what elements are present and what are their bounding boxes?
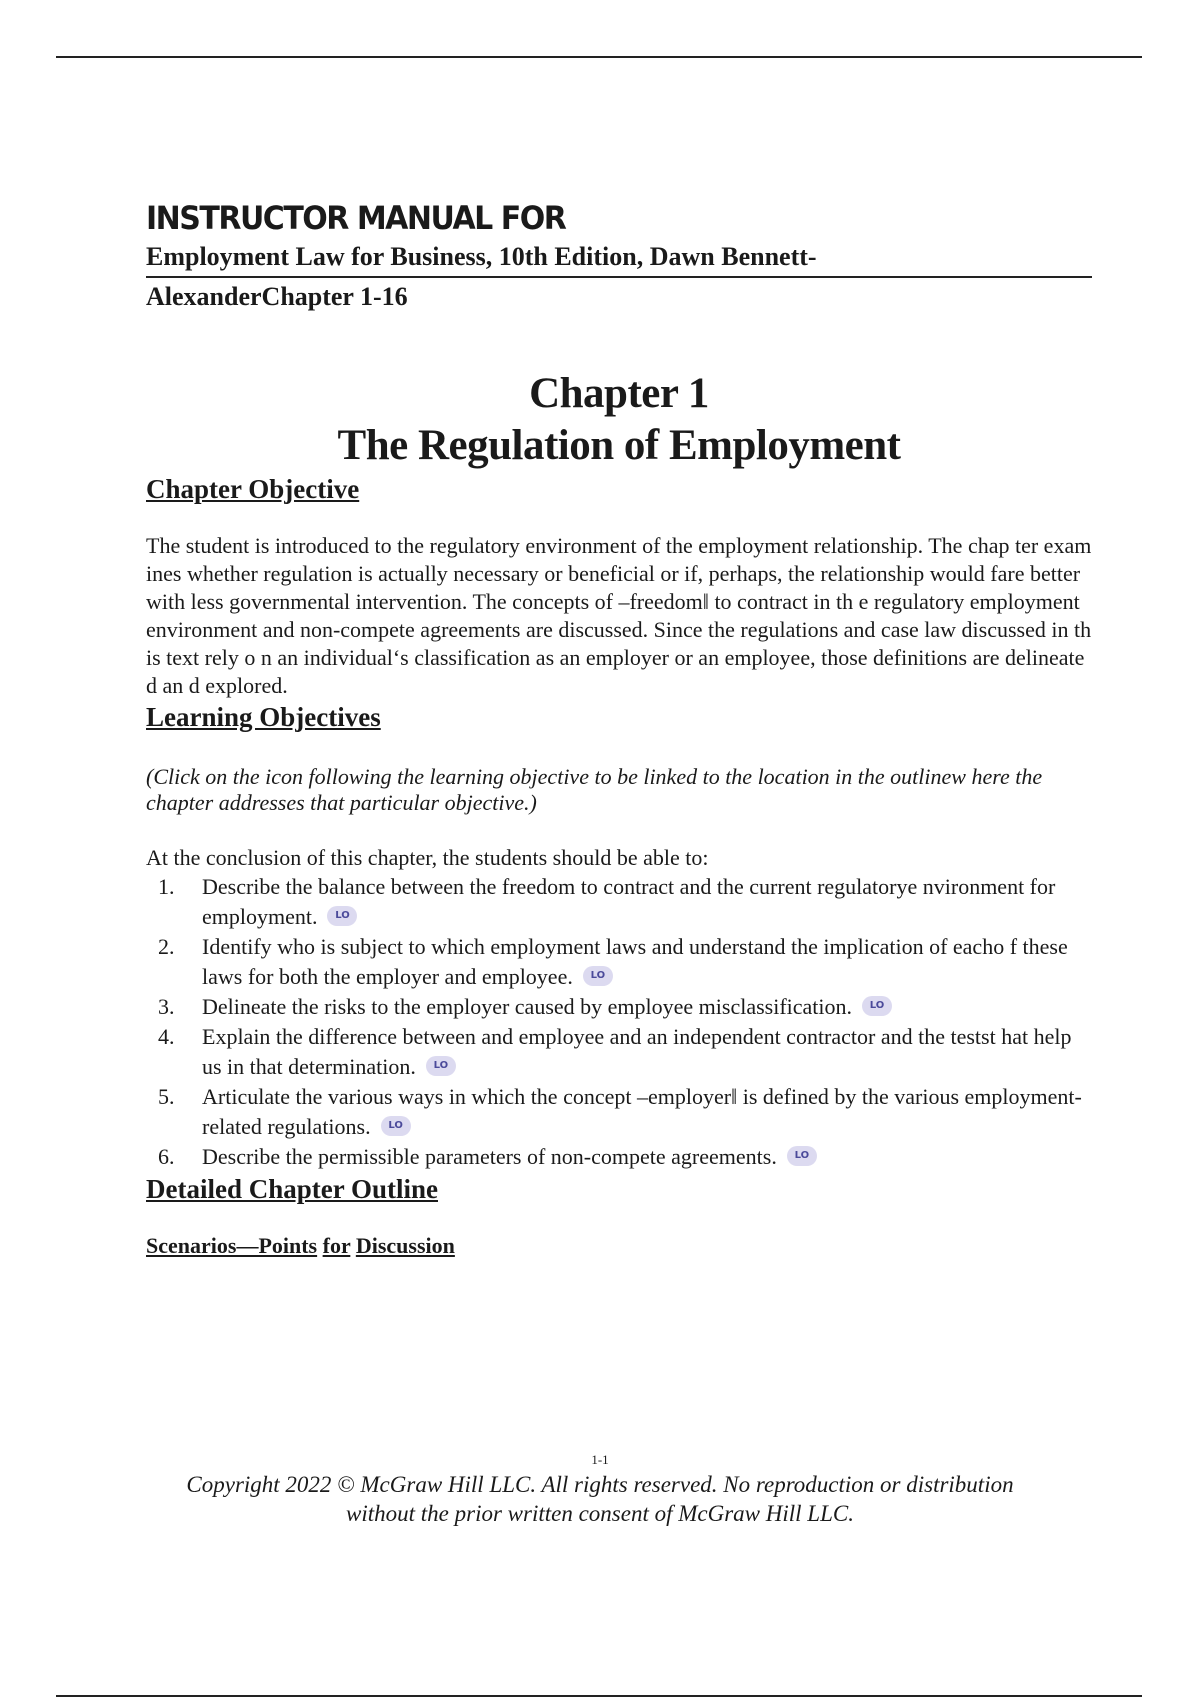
book-subtitle xyxy=(146,238,1092,316)
chapter-title: The Regulation of Employment xyxy=(337,422,901,469)
list-item-number: 3. xyxy=(158,994,175,1019)
lo-link-icon[interactable]: LO xyxy=(327,906,357,926)
document-page xyxy=(146,200,1092,1260)
list-item xyxy=(146,932,1092,992)
list-item-text: Articulate the various ways in which the concept –employer‖ is defined by the various employment-related regulations. xyxy=(202,1084,1082,1139)
list-item xyxy=(146,872,1092,932)
copyright-line2: without the prior written consent of McGraw Hill LLC. xyxy=(346,1501,854,1526)
list-item xyxy=(146,1022,1092,1082)
lo-link-icon[interactable]: LO xyxy=(426,1056,456,1076)
learning-objectives-heading: Learning Objectives xyxy=(146,702,381,732)
list-item-text: Describe the permissible parameters of non-compete agreements. xyxy=(202,1144,777,1169)
list-item-text: Explain the difference between and employee and an independent contractor and the testst hat help us in that determination. xyxy=(202,1024,1072,1079)
manual-title: INSTRUCTOR MANUAL FOR xyxy=(146,200,566,238)
bottom-rule xyxy=(56,1695,1142,1697)
learning-objectives-intro: At the conclusion of this chapter, the students should be able to: xyxy=(146,845,709,870)
top-rule xyxy=(56,56,1142,58)
chapter-objective-text: The student is introduced to the regulatory environment of the employment relationship. The chap ter examines whether regulation is actually necessary or beneficial or if, perhaps, the relationship would fare better with less governmental intervention. The concepts of –freedom‖ to contract in th e regulatory employment environment and non-compete agreements are discussed. Since the regulations and case law discussed in this text rely o n an individual‘s classification as an employer or an employee, those definitions are delineated an d explored. xyxy=(146,533,1092,698)
list-item-number: 1. xyxy=(158,874,175,899)
for-word: for xyxy=(322,1233,351,1258)
copyright-line1: Copyright 2022 © McGraw Hill LLC. All rights reserved. No reproduction or distribution xyxy=(186,1472,1014,1497)
chapter-objective-heading: Chapter Objective xyxy=(146,474,360,504)
lo-link-icon[interactable]: LO xyxy=(381,1116,411,1136)
click-instruction-note: (Click on the icon following the learning objective to be linked to the location in the outlinew here the chapter addresses that particular objective.) xyxy=(146,764,1043,815)
detailed-outline-heading: Detailed Chapter Outline xyxy=(146,1174,438,1204)
lo-link-icon[interactable]: LO xyxy=(583,966,613,986)
list-item xyxy=(146,992,1092,1022)
list-item-number: 4. xyxy=(158,1024,175,1049)
book-subtitle-line2: AlexanderChapter 1-16 xyxy=(146,282,408,311)
list-item-number: 2. xyxy=(158,934,175,959)
scenarios-subheading xyxy=(146,1232,1092,1260)
list-item-text: Describe the balance between the freedom to contract and the current regulatorye nvironment for employment. xyxy=(202,874,1056,929)
scenarios-word: Scenarios—Points xyxy=(146,1233,318,1258)
page-number: 1-1 xyxy=(591,1452,609,1467)
list-item-text: Identify who is subject to which employment laws and understand the implication of eacho f these laws for both the employer and employee. xyxy=(202,934,1068,989)
book-subtitle-line1: Employment Law for Business, 10th Edition, Dawn Bennett- xyxy=(146,238,1092,278)
discussion-word: Discussion xyxy=(355,1233,455,1258)
learning-objectives-list xyxy=(146,872,1092,1172)
list-item-text: Delineate the risks to the employer caused by employee misclassification. xyxy=(202,994,853,1019)
list-item-number: 6. xyxy=(158,1144,175,1169)
chapter-heading xyxy=(146,368,1092,472)
list-item xyxy=(146,1082,1092,1142)
list-item-number: 5. xyxy=(158,1084,175,1109)
lo-link-icon[interactable]: LO xyxy=(862,996,892,1016)
lo-link-icon[interactable]: LO xyxy=(787,1146,817,1166)
chapter-number: Chapter 1 xyxy=(529,370,709,417)
list-item xyxy=(146,1142,1092,1172)
copyright-notice xyxy=(0,1470,1200,1528)
